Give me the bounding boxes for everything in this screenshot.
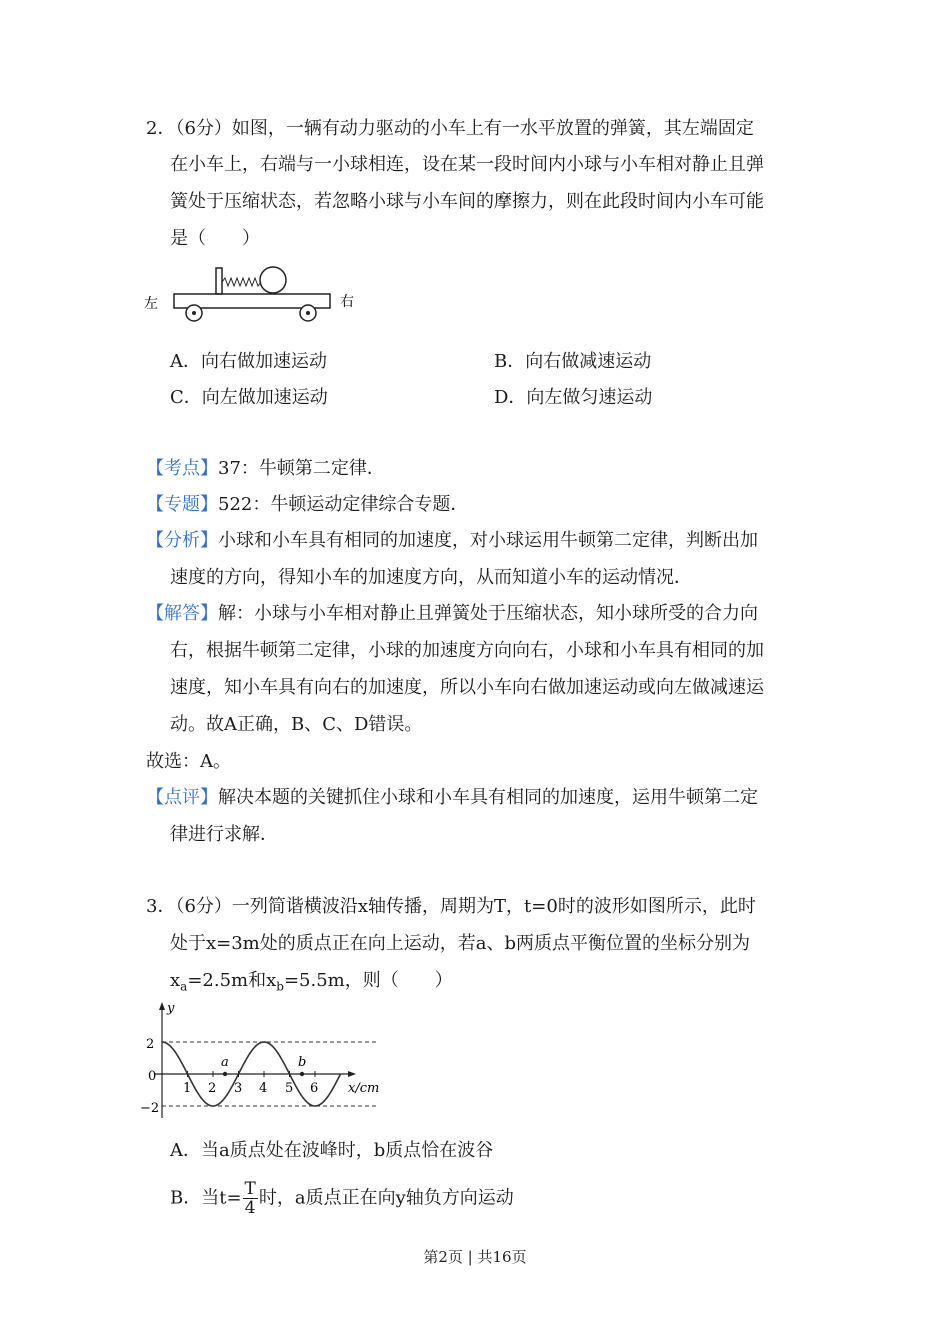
wave-graph xyxy=(140,1000,390,1128)
x-tick-6: 6 xyxy=(310,1081,319,1096)
q3-option-b: B．当t= $\frac{T}{4}$ 时，a质点正在向y轴负方向运动 xyxy=(170,1179,514,1218)
x-tick-1: 1 xyxy=(183,1081,192,1096)
x-tick-2: 2 xyxy=(208,1081,217,1096)
jieda-line-2: 右，根据牛顿第二定律，小球的加速度方向向右，小球和小车具有相同的加 xyxy=(170,640,764,661)
y-tick-neg2: −2 xyxy=(140,1101,160,1116)
kaodian-tag: 【考点】 xyxy=(146,458,218,479)
y-tick-0: 0 xyxy=(148,1069,157,1084)
jieda-line-1: 【解答】解：小球与小车相对静止且弹簧处于压缩状态，知小球所受的合力向 xyxy=(146,603,758,624)
kaodian-line: 【考点】37：牛顿第二定律． xyxy=(146,458,385,479)
point-b-label: b xyxy=(298,1055,307,1070)
x-tick-5: 5 xyxy=(285,1081,294,1096)
q2-option-d: D．向左做匀速运动 xyxy=(494,387,653,408)
point-a-marker xyxy=(223,1072,227,1076)
fraction-t-over-4: $\frac{T}{4}$ xyxy=(244,1179,256,1218)
q3-line-2: 处于x=3m处的质点正在向上运动，若a、b两质点平衡位置的坐标分别为 xyxy=(170,933,751,954)
y-axis-label: y xyxy=(167,1001,175,1016)
q3-line-3: $x_a=2.5m$和$x_b=5.5m$，则（ ） xyxy=(170,970,453,994)
guxuan-line: 故选：A。 xyxy=(146,751,231,772)
jieda-tag: 【解答】 xyxy=(146,603,218,624)
page-footer: 第2页 | 共16页 xyxy=(423,1248,527,1266)
q2-line-2: 在小车上，右端与一小球相连，设在某一段时间内小球与小车相对静止且弹 xyxy=(170,154,764,175)
y-tick-2: 2 xyxy=(146,1037,155,1052)
jieda-line-4: 动。故A正确，B、C、D错误。 xyxy=(170,714,423,735)
x-tick-4: 4 xyxy=(259,1081,268,1096)
dianping-tag: 【点评】 xyxy=(146,787,218,808)
zhuanti-line: 【专题】522：牛顿运动定律综合专题． xyxy=(146,494,469,515)
point-a-label: a xyxy=(221,1055,229,1070)
label-left: 左 xyxy=(144,296,158,312)
cart-spring-figure xyxy=(140,262,370,330)
q2-line-3: 簧处于压缩状态，若忽略小球与小车间的摩擦力，则在此段时间内小车可能 xyxy=(170,191,764,212)
fenxi-tag: 【分析】 xyxy=(146,530,218,551)
zhuanti-tag: 【专题】 xyxy=(146,494,218,515)
dianping-line-2: 律进行求解． xyxy=(170,824,278,845)
jieda-line-3: 速度，知小车具有向右的加速度，所以小车向右做加速运动或向左做减速运 xyxy=(170,677,764,698)
q3-option-a: A．当a质点处在波峰时，b质点恰在波谷 xyxy=(170,1140,494,1161)
fenxi-line-2: 速度的方向，得知小车的加速度方向，从而知道小车的运动情况． xyxy=(170,567,692,588)
x-tick-3: 3 xyxy=(234,1081,243,1096)
q2-line-4: 是（ ） xyxy=(170,228,260,249)
point-b-marker xyxy=(300,1072,304,1076)
q2-option-a: A．向右做加速运动 xyxy=(170,351,327,372)
dianping-line-1: 【点评】解决本题的关键抓住小球和小车具有相同的加速度，运用牛顿第二定 xyxy=(146,787,758,808)
q2-option-b: B．向右做减速运动 xyxy=(494,351,652,372)
x-axis-label: x/cm xyxy=(348,1081,380,1096)
label-right: 右 xyxy=(340,294,354,310)
q2-option-c: C．向左做加速运动 xyxy=(170,387,328,408)
q3-line-1: 3．（6分）一列简谐横波沿x轴传播，周期为T，t=0时的波形如图所示，此时 xyxy=(146,896,756,917)
fenxi-line-1: 【分析】小球和小车具有相同的加速度，对小球运用牛顿第二定律，判断出加 xyxy=(146,530,758,551)
q2-line-1: 2．（6分）如图，一辆有动力驱动的小车上有一水平放置的弹簧，其左端固定 xyxy=(146,118,754,139)
